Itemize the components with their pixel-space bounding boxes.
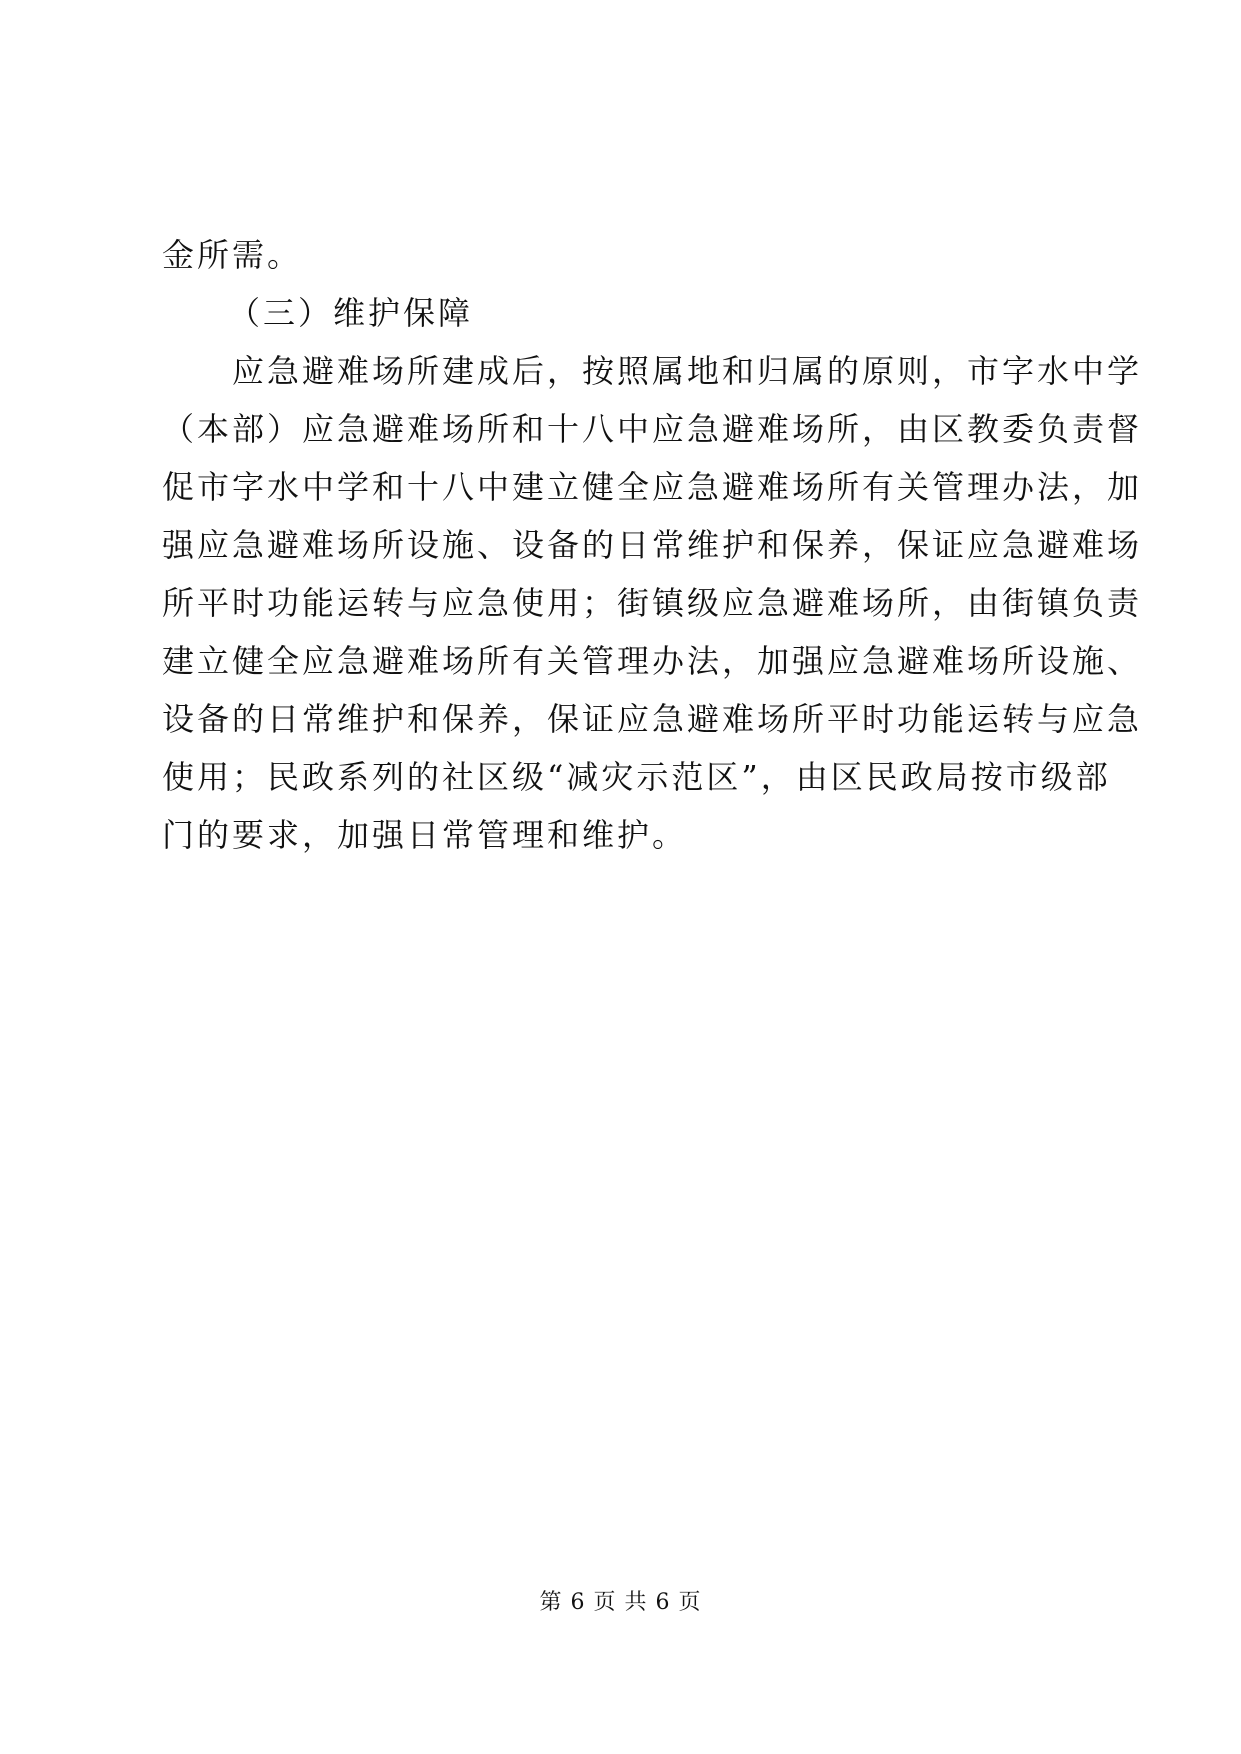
paragraph-line: 门的要求，加强日常管理和维护。 (162, 816, 688, 854)
section-heading: （三）维护保障 (228, 294, 474, 332)
page-footer: 第 6 页 共 6 页 (539, 1590, 702, 1615)
paragraph-line: 使用；民政系列的社区级“减灾示范区”，由区民政局按市级部 (162, 758, 1111, 796)
paragraph-line: 所平时功能运转与应急使用；街镇级应急避难场所，由街镇负责 (162, 584, 1143, 622)
paragraph-line: 应急避难场所建成后，按照属地和归属的原则，市字水中学 (232, 352, 1143, 390)
continued-paragraph-end: 金所需。 (162, 236, 303, 274)
paragraph-line: 建立健全应急避难场所有关管理办法，加强应急避难场所设施、 (162, 642, 1143, 680)
document-body (162, 226, 1143, 864)
paragraph-line: 促市字水中学和十八中建立健全应急避难场所有关管理办法，加 (162, 468, 1143, 506)
paragraph-line: 强应急避难场所设施、设备的日常维护和保养，保证应急避难场 (162, 526, 1143, 564)
paragraph-line: （本部）应急避难场所和十八中应急避难场所，由区教委负责督 (162, 410, 1143, 448)
paragraph-line: 设备的日常维护和保养，保证应急避难场所平时功能运转与应急 (162, 700, 1143, 738)
